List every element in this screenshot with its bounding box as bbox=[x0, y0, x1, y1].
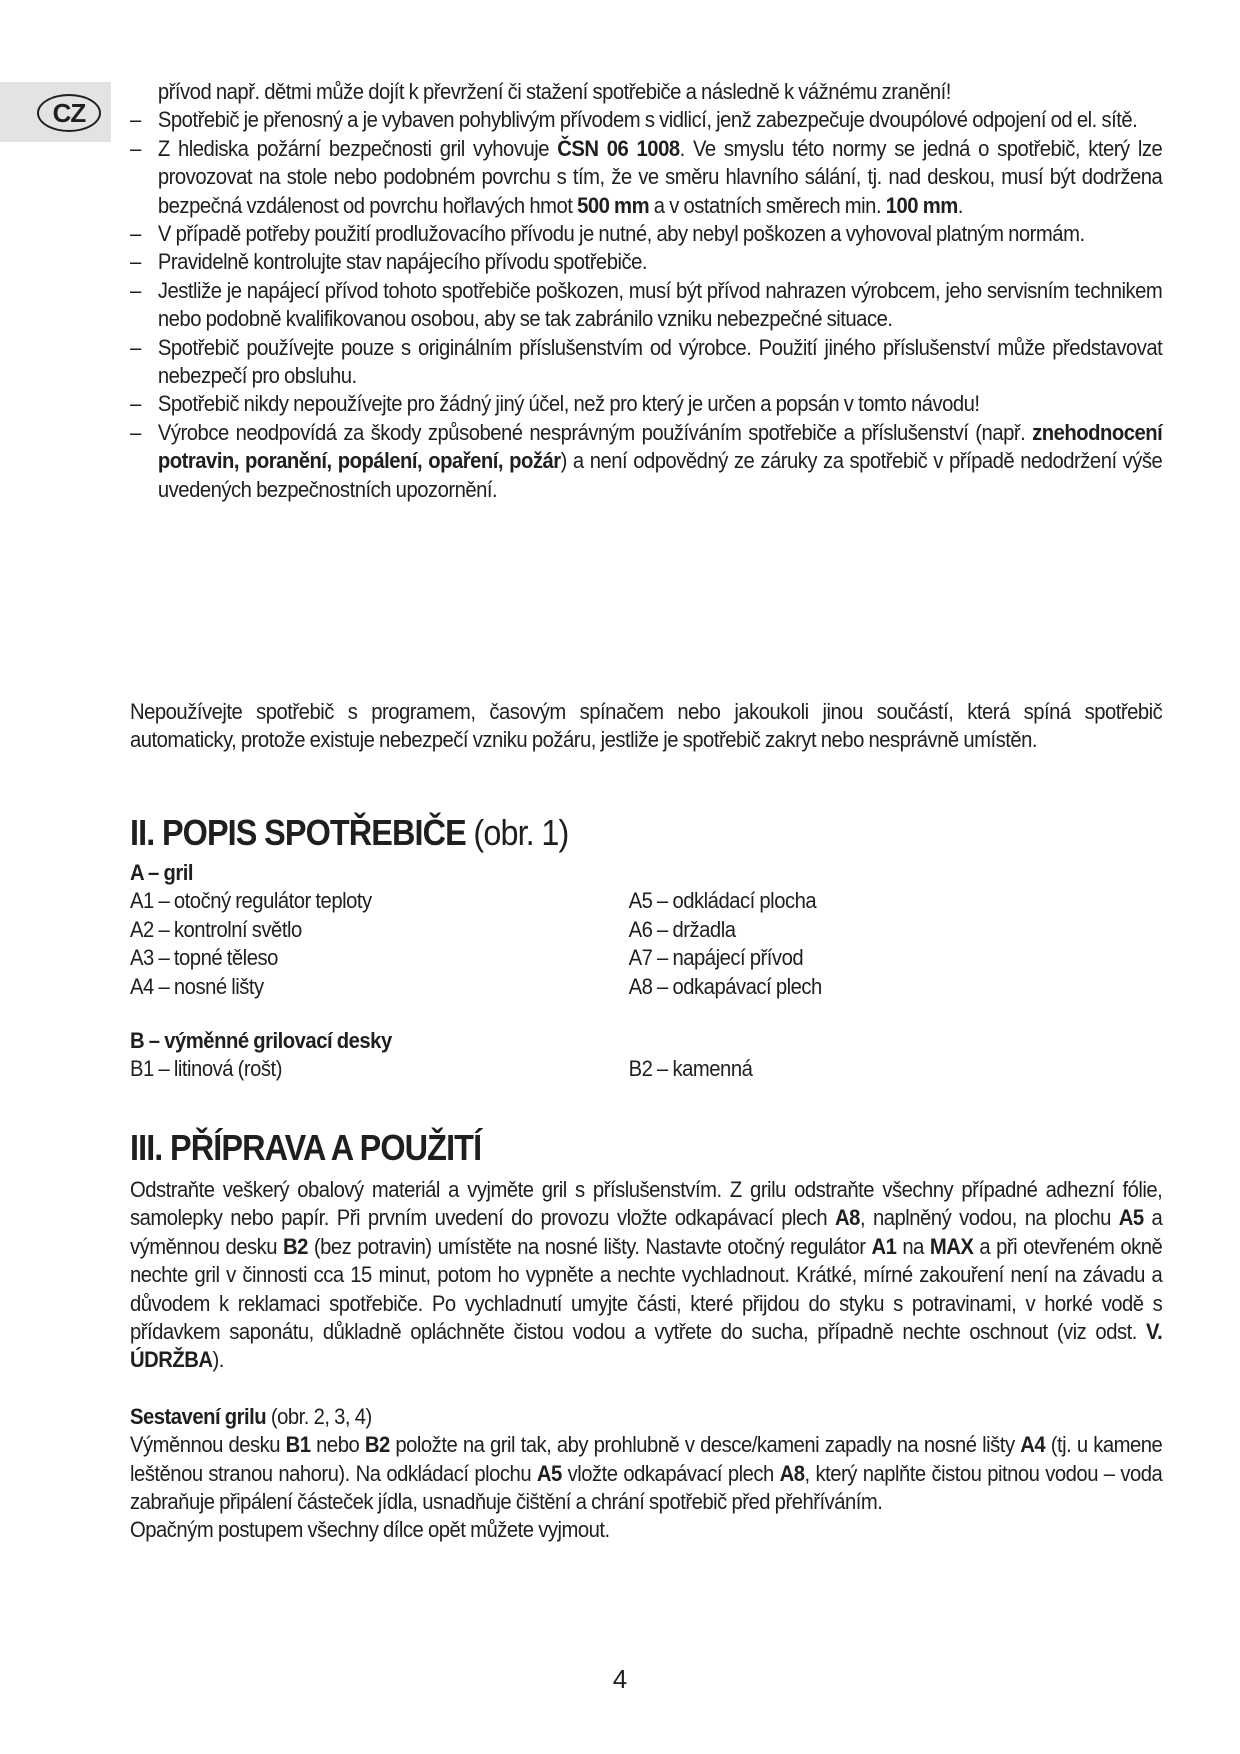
safety-list bbox=[130, 106, 1162, 504]
part-item: A6 – držadla bbox=[628, 916, 736, 942]
page-number: 4 bbox=[612, 1664, 628, 1694]
group-a bbox=[130, 859, 1162, 1001]
dash-bullet: – bbox=[130, 391, 141, 417]
safety-section bbox=[130, 78, 1162, 504]
assembly-subsection bbox=[130, 1403, 1162, 1545]
list-item: – Spotřebič je přenosný a je vybaven pohyblivým přívodem s vidlicí, jenž zabezpečuje dvoupólové odpojení od el. sítě. bbox=[130, 106, 1162, 134]
continuation-text: přívod např. dětmi může dojít k převržení či stažení spotřebiče a následně k vážnému zranění! bbox=[157, 79, 951, 104]
section-description bbox=[130, 813, 1162, 1084]
dash-bullet: – bbox=[130, 419, 141, 445]
section-preparation bbox=[130, 1128, 1162, 1545]
dash-bullet: – bbox=[130, 249, 141, 275]
list-item: – Jestliže je napájecí přívod tohoto spotřebiče poškozen, musí být přívod nahrazen výrobcem, jeho servisním technikem nebo podobně kvalifikovanou osobou, aby se tak zabránilo vzniku nebezpečné situace. bbox=[130, 277, 1163, 332]
warning-paragraph-block bbox=[130, 698, 1162, 755]
list-item: – Z hlediska požární bezpečnosti gril vyhovuje ČSN 06 1008. Ve smyslu této normy se jedná o spotřebič, který lze provozovat na stole nebo podobném povrchu s tím, že ve směru hlavního sálání, tj. nad deskou, musí být dodržena bezpečná vzdálenost od povrchu hořlavých hmot 500 mm a v ostatních směrech min. 100 mm. bbox=[130, 135, 1163, 218]
list-item: – V případě potřeby použití prodlužovacího přívodu je nutné, aby nebyl poškozen a vyhovoval platným normám. bbox=[130, 220, 1162, 248]
section-title: II. POPIS SPOTŘEBIČE (obr. 1) bbox=[130, 812, 569, 853]
part-item: A1 – otočný regulátor teploty bbox=[130, 888, 372, 914]
part-item: A3 – topné těleso bbox=[130, 945, 278, 971]
list-item: – Pravidelně kontrolujte stav napájecího přívodu spotřebiče. bbox=[130, 248, 1162, 276]
language-badge: CZ bbox=[37, 94, 101, 132]
dash-bullet: – bbox=[130, 135, 141, 161]
part-item: B1 – litinová (rošt) bbox=[130, 1056, 282, 1082]
part-item: A2 – kontrolní světlo bbox=[130, 916, 302, 942]
part-item: A4 – nosné lišty bbox=[130, 973, 264, 999]
assembly-paragraph: Výměnnou desku B1 nebo B2 položte na gril tak, aby prohlubně v desce/kameni zapadly na nosné lišty A4 (tj. u kamene leštěnou stranou nahoru). Na odkládací plochu A5 vložte odkapávací plech A8, který naplňte čistou pitnou vodou – voda zabraňuje připálení částeček jídla, usnadňuje čištění a chrání spotřebič před přehříváním. bbox=[130, 1432, 1163, 1515]
list-item: – Výrobce neodpovídá za škody způsobené nesprávným používáním spotřebiče a příslušenství (např. znehodnocení potravin, poranění, popálení, opaření, požár) a není odpovědný ze záruky za spotřebič v případě nedodržení výše uvedených bezpečnostních upozornění. bbox=[130, 419, 1163, 502]
list-item: – Spotřebič nikdy nepoužívejte pro žádný jiný účel, než pro který je určen a popsán v tomto návodu! bbox=[130, 390, 1162, 418]
intro-paragraph: Odstraňte veškerý obalový materiál a vyjměte gril s příslušenstvím. Z grilu odstraňte všechny případné adhezní fólie, samolepky nebo papír. Při prvním uvedení do provozu vložte odkapávací plech A8, naplněný vodou, na plochu A5 a výměnnou desku B2 (bez potravin) umístěte na nosné lišty. Nastavte otočný regulátor A1 na MAX a při otevřeném okně nechte gril v činnosti cca 15 minut, potom ho vypněte a nechte vychladnout. Krátké, mírné zakouření není na závadu a důvodem k reklamaci spotřebiče. Po vychladnutí umyjte části, které přijdou do styku s potravinami, v horké vodě s přídavkem saponátu, důkladně opláchněte čistou vodou a vytřete do sucha, případně nechte oschnout (viz odst. V. ÚDRŽBA). bbox=[130, 1177, 1163, 1373]
group-heading: B – výměnné grilovací desky bbox=[130, 1028, 392, 1054]
part-item: A8 – odkapávací plech bbox=[628, 973, 822, 999]
group-b bbox=[130, 1027, 1162, 1084]
part-item: A5 – odkládací plocha bbox=[628, 888, 817, 914]
final-note: Opačným postupem všechny dílce opět můžete vyjmout. bbox=[130, 1517, 610, 1543]
subsection-heading: Sestavení grilu (obr. 2, 3, 4) bbox=[130, 1403, 372, 1429]
dash-bullet: – bbox=[130, 107, 141, 133]
part-item: A7 – napájecí přívod bbox=[628, 945, 804, 971]
parts-grid bbox=[130, 1055, 1162, 1083]
group-heading: A – gril bbox=[130, 860, 194, 885]
part-item: B2 – kamenná bbox=[628, 1056, 753, 1082]
dash-bullet: – bbox=[130, 277, 141, 303]
warning-paragraph: Nepoužívejte spotřebič s programem, časovým spínačem nebo jakoukoli jinou součástí, která spíná spotřebič automaticky, protože existuje nebezpečí vzniku požáru, jestliže je spotřebič zakryt nebo nesprávně umístěn. bbox=[130, 699, 1163, 753]
dash-bullet: – bbox=[130, 334, 141, 360]
section-title: III. PŘÍPRAVA A POUŽITÍ bbox=[130, 1127, 482, 1168]
list-item: – Spotřebič používejte pouze s originálním příslušenstvím od výrobce. Použití jiného příslušenství může představovat nebezpečí pro obsluhu. bbox=[130, 334, 1163, 389]
dash-bullet: – bbox=[130, 221, 141, 247]
parts-grid bbox=[130, 887, 1162, 1001]
